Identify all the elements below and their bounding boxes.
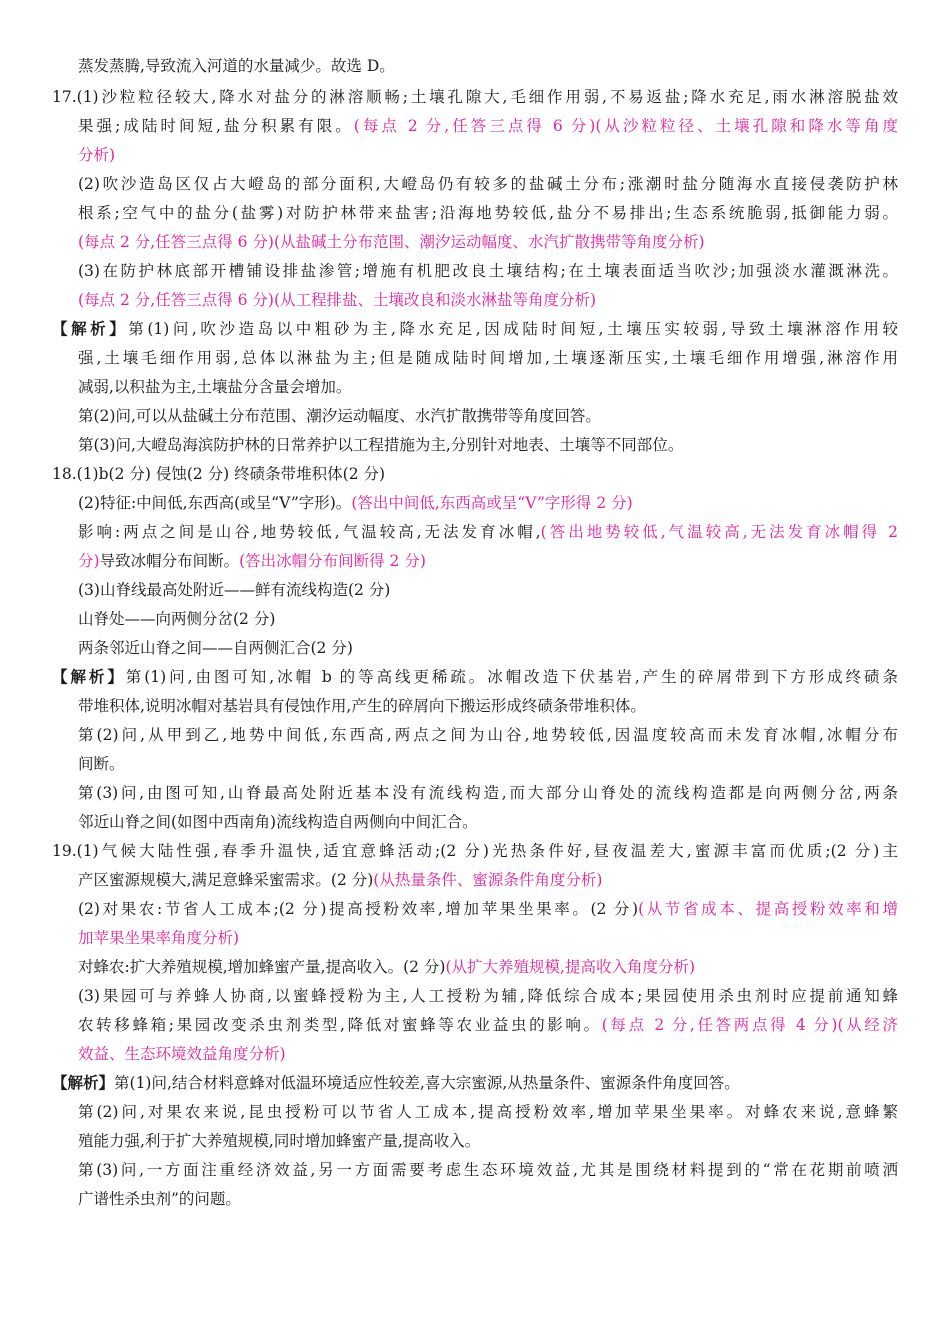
text-line [78, 1159, 898, 1183]
analysis-label: 【解析】 [52, 667, 126, 686]
text-line [78, 1101, 898, 1125]
answer-text: 农转移蜂箱;果园改变杀虫剂类型,降低对蜜蜂等农业益虫的影响。 [78, 1016, 602, 1034]
answer-text: 第(3)问,由图可知,山脊最高处附近基本没有流线构造,而大部分山脊处的流线构造都是向两侧分岔,两条 [78, 784, 898, 802]
answer-text: (2)对果农:节省人工成本;(2 分)提高授粉效率,增加苹果坐果率。(2 分) [78, 900, 639, 918]
text-line [78, 144, 898, 168]
answer-text: (2)吹沙造岛区仅占大嶝岛的部分面积,大嶝岛仍有较多的盐碱土分布;涨潮时盐分随海水直接侵袭防护林 [78, 175, 898, 193]
answer-text: 两条邻近山脊之间——自两侧汇合(2 分) [78, 639, 353, 657]
text-line [78, 55, 898, 79]
scoring-note: (答出中间低,东西高或呈“V”字形得 2 分) [351, 494, 633, 512]
text-line [78, 405, 898, 429]
text-line [78, 869, 898, 893]
answer-text: 产区蜜源规模大,满足意蜂采蜜需求。(2 分) [78, 871, 374, 889]
answer-text: 19.(1)气候大陆性强,春季升温快,适宜意蜂活动;(2 分)光热条件好,昼夜温差大,蜜源丰富而优质;(2 分)主 [52, 842, 898, 860]
scoring-note: (每点 2 分,任答三点得 6 分)(从沙粒粒径、土壤孔隙和降水等角度 [353, 117, 898, 135]
scoring-note: (从热量条件、蜜源条件角度分析) [373, 871, 603, 889]
scoring-note: (每点 2 分,任答两点得 4 分)(从经济 [601, 1016, 898, 1034]
answer-text: 广谱性杀虫剂”的问题。 [78, 1190, 241, 1208]
answer-text: (2)特征:中间低,东西高(或呈“V”字形)。 [78, 494, 352, 512]
answer-text: 蒸发蒸腾,导致流入河道的水量减少。故选 D。 [78, 57, 395, 75]
text-line [78, 347, 898, 371]
answer-text: (3)果园可与养蜂人协商,以蜜蜂授粉为主,人工授粉为辅,降低综合成本;果园使用杀虫剂时应提前通知蜂 [78, 987, 898, 1005]
analysis-label: 【解析】 [52, 1073, 115, 1092]
answer-text: 减弱,以积盐为主,土壤盐分含量会增加。 [78, 378, 352, 396]
answer-text: 邻近山脊之间(如图中西南角)流线构造自两侧向中间汇合。 [78, 813, 478, 831]
answer-text: 第(2)问,对果农来说,昆虫授粉可以节省人工成本,提高授粉效率,增加苹果坐果率。对蜂农来说,意蜂繁 [78, 1103, 898, 1121]
text-line [78, 985, 898, 1009]
text-line [78, 1130, 898, 1154]
answer-text: 殖能力强,利于扩大养殖规模,同时增加蜂蜜产量,提高收入。 [78, 1132, 481, 1150]
scoring-note: 效益、生态环境效益角度分析) [78, 1045, 286, 1063]
answer-text: 导致冰帽分布间断。 [99, 552, 240, 570]
scoring-note: (从节省成本、提高授粉效率和增 [638, 900, 898, 918]
text-line [78, 1014, 898, 1038]
answer-text: 根系;空气中的盐分(盐雾)对防护林带来盐害;沿海地势较低,盐分不易排出;生态系统脆弱,抵御能力弱。 [78, 204, 898, 222]
answer-text: 间断。 [78, 755, 125, 773]
text-line [78, 202, 898, 226]
text-line [78, 231, 898, 255]
text-line [78, 289, 898, 313]
text-line [78, 811, 898, 835]
scoring-note: (答出冰帽分布间断得 2 分) [239, 552, 426, 570]
answer-text: 第(3)问,一方面注重经济效益,另一方面需要考虑生态环境效益,尤其是围绕材料提到的“常在花期前喷洒 [78, 1161, 898, 1179]
answer-text: 第(2)问,从甲到乙,地势中间低,东西高,两点之间为山谷,地势较低,因温度较高而未发育冰帽,冰帽分布 [78, 726, 898, 744]
answer-text: 第(1)问,由图可知,冰帽 b 的等高线更稀疏。冰帽改造下伏基岩,产生的碎屑带到下方形成终碛条 [125, 668, 898, 686]
text-line [78, 260, 898, 284]
text-line [52, 318, 898, 342]
text-line [78, 927, 898, 951]
text-line [52, 1072, 898, 1096]
analysis-label: 【解析】 [52, 319, 129, 338]
text-line [78, 1188, 898, 1212]
text-line [78, 521, 898, 545]
answer-text: 第(3)问,大嶝岛海滨防护林的日常养护以工程措施为主,分别针对地表、土壤等不同部位。 [78, 436, 684, 454]
scoring-note: (从扩大养殖规模,提高收入角度分析) [445, 958, 695, 976]
answer-text: (3)山脊线最高处附近——鲜有流线构造(2 分) [78, 581, 391, 599]
scoring-note: (答出地势较低,气温较高,无法发育冰帽得 2 [540, 523, 898, 541]
text-line [78, 376, 898, 400]
answer-text: 带堆积体,说明冰帽对基岩具有侵蚀作用,产生的碎屑向下搬运形成终碛条带堆积体。 [78, 697, 646, 715]
text-line [78, 695, 898, 719]
text-line [78, 434, 898, 458]
text-line [78, 173, 898, 197]
answer-text: 第(1)问,结合材料意蜂对低温环境适应性较差,喜大宗蜜源,从热量条件、蜜源条件角度回答。 [114, 1074, 740, 1092]
text-line [78, 724, 898, 748]
text-line [78, 898, 898, 922]
answer-text: 影响:两点之间是山谷,地势较低,气温较高,无法发育冰帽, [78, 523, 541, 541]
text-line [78, 550, 898, 574]
text-line [78, 115, 898, 139]
text-line [52, 463, 898, 487]
answer-text: 18.(1)b(2 分) 侵蚀(2 分) 终碛条带堆积体(2 分) [52, 465, 386, 483]
answer-text: 强,土壤毛细作用弱,总体以淋盐为主;但是随成陆时间增加,土壤逐渐压实,土壤毛细作用增强,淋溶作用 [78, 349, 898, 367]
text-line [52, 666, 898, 690]
answer-text: (3)在防护林底部开槽铺设排盐渗管;增施有机肥改良土壤结构;在土壤表面适当吹沙;加强淡水灌溉淋洗。 [78, 262, 898, 280]
answer-text: 对蜂农:扩大养殖规模,增加蜂蜜产量,提高收入。(2 分) [78, 958, 446, 976]
text-line [52, 86, 898, 110]
text-line [78, 579, 898, 603]
answer-text: 17.(1)沙粒粒径较大,降水对盐分的淋溶顺畅;土壤孔隙大,毛细作用弱,不易返盐;降水充足,雨水淋溶脱盐效 [52, 88, 898, 106]
answer-text: 果强;成陆时间短,盐分积累有限。 [78, 117, 354, 135]
text-line [78, 1043, 898, 1067]
text-line [78, 782, 898, 806]
scoring-note: (每点 2 分,任答三点得 6 分)(从工程排盐、土壤改良和淡水淋盐等角度分析) [78, 291, 597, 309]
text-line [78, 753, 898, 777]
scoring-note: (每点 2 分,任答三点得 6 分)(从盐碱土分布范围、潮汐运动幅度、水汽扩散携带等角度分析) [78, 233, 705, 251]
text-line [78, 608, 898, 632]
scoring-note: 分析) [78, 146, 116, 164]
text-line [78, 637, 898, 661]
scoring-note: 分) [78, 552, 100, 570]
answer-text: 第(1)问,吹沙造岛以中粗砂为主,降水充足,因成陆时间短,土壤压实较弱,导致土壤淋溶作用较 [128, 320, 898, 338]
text-line [52, 840, 898, 864]
scoring-note: 加苹果坐果率角度分析) [78, 929, 240, 947]
answer-text: 山脊处——向两侧分岔(2 分) [78, 610, 276, 628]
text-line [78, 956, 898, 980]
answer-text: 第(2)问,可以从盐碱土分布范围、潮汐运动幅度、水汽扩散携带等角度回答。 [78, 407, 601, 425]
text-line [78, 492, 898, 516]
